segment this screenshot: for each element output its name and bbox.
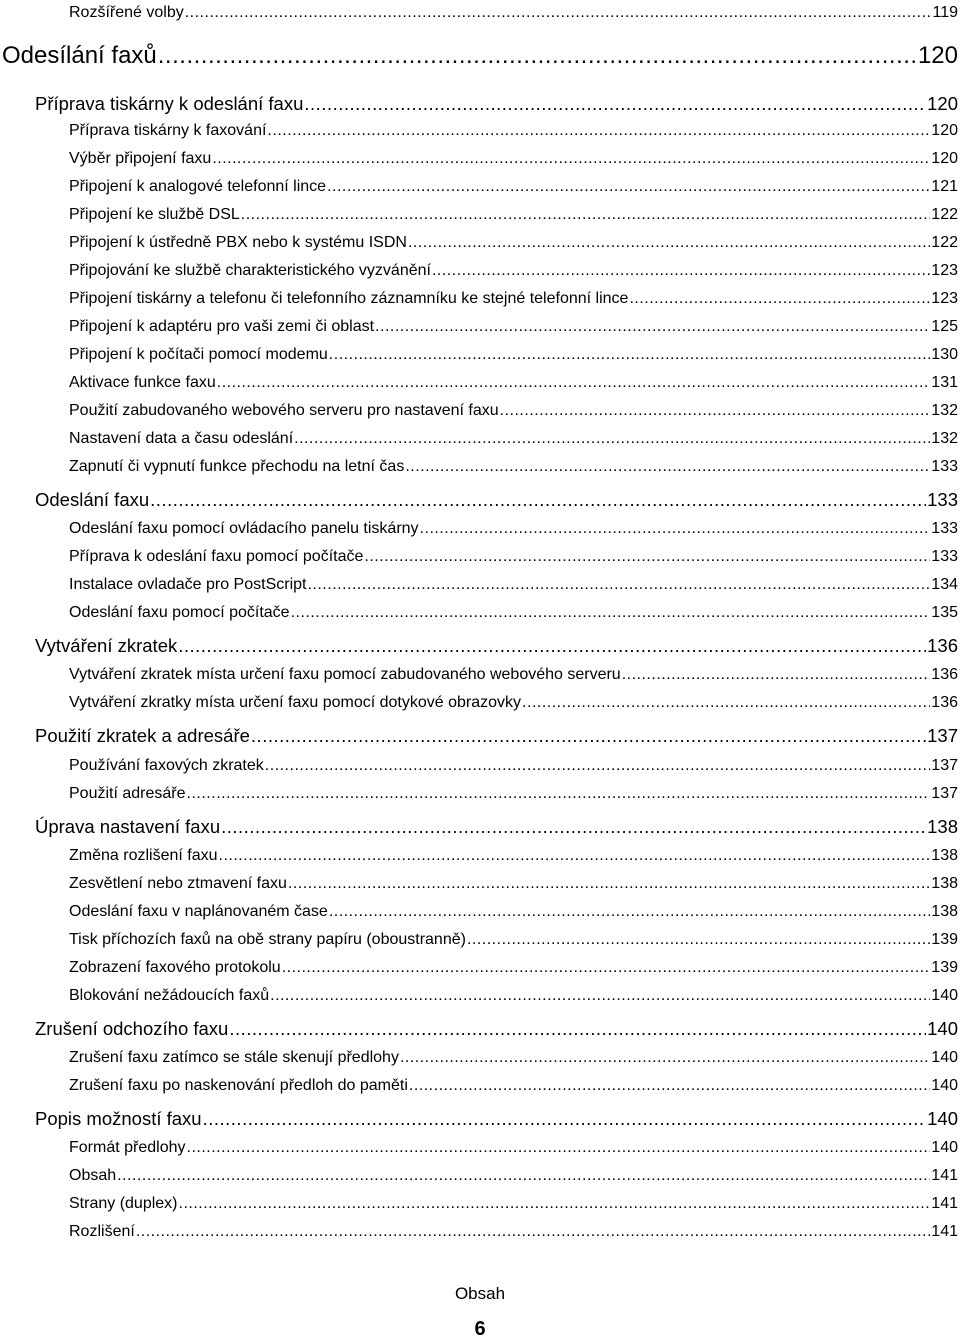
- toc-entry-page: 138: [931, 903, 958, 920]
- dot-leader: [221, 813, 926, 841]
- toc-entry[interactable]: [69, 0, 958, 26]
- toc-entry[interactable]: [69, 286, 958, 312]
- dot-leader: [329, 899, 930, 925]
- toc-entry[interactable]: [69, 516, 958, 542]
- toc-chapter[interactable]: [2, 38, 958, 74]
- dot-leader: [522, 690, 930, 716]
- toc-entry[interactable]: [69, 258, 958, 284]
- toc-entry-page: 120: [927, 93, 958, 114]
- toc-entry-title: Příprava k odeslání faxu pomocí počítače: [69, 548, 364, 565]
- dot-leader: [241, 202, 931, 228]
- toc-entry-page: 140: [931, 1077, 958, 1094]
- toc-section[interactable]: [35, 813, 958, 841]
- toc-entry-title: Úprava nastavení faxu: [35, 816, 221, 837]
- toc-entry-title: Aktivace funkce faxu: [69, 374, 216, 391]
- dot-leader: [270, 983, 930, 1009]
- toc-entry-page: 140: [927, 1018, 958, 1039]
- toc-entry-title: Zapnutí či vypnutí funkce přechodu na letní čas: [69, 458, 405, 475]
- toc-entry[interactable]: [69, 600, 958, 626]
- toc-entry[interactable]: [69, 1045, 958, 1071]
- toc-section[interactable]: [35, 486, 958, 514]
- dot-leader: [400, 1045, 930, 1071]
- toc-entry[interactable]: [69, 781, 958, 807]
- toc-entry-page: 137: [931, 757, 958, 774]
- toc-entry-title: Zrušení odchozího faxu: [35, 1018, 229, 1039]
- toc-section[interactable]: [35, 1015, 958, 1043]
- toc-entry-page: 135: [931, 604, 958, 621]
- toc-entry-page: 123: [931, 262, 958, 279]
- toc-section[interactable]: [35, 632, 958, 660]
- dot-leader: [364, 544, 930, 570]
- dot-leader: [265, 753, 931, 779]
- dot-leader: [185, 0, 932, 26]
- toc-entry-page: 132: [931, 402, 958, 419]
- dot-leader: [329, 342, 931, 368]
- toc-entry-title: Připojení tiskárny a telefonu či telefonního záznamníku ke stejné telefonní lince: [69, 290, 629, 307]
- toc-entry-title: Popis možností faxu: [35, 1108, 202, 1129]
- toc-entry-page: 120: [931, 150, 958, 167]
- dot-leader: [212, 146, 930, 172]
- toc-entry-page: 119: [932, 4, 958, 21]
- toc-entry-page: 133: [931, 548, 958, 565]
- toc-entry[interactable]: [69, 370, 958, 396]
- toc-entry-title: Použití zkratek a adresáře: [35, 725, 250, 746]
- toc-entry-title: Připojení k ústředně PBX nebo k systému ISDN: [69, 234, 407, 251]
- toc-entry-page: 140: [931, 1049, 958, 1066]
- toc-section[interactable]: [35, 90, 958, 118]
- toc-entry[interactable]: [69, 1219, 958, 1245]
- toc-entry[interactable]: [69, 1163, 958, 1189]
- toc-entry-page: 133: [931, 520, 958, 537]
- toc-entry-title: Odeslání faxu pomocí ovládacího panelu tiskárny: [69, 520, 419, 537]
- toc-entry-title: Příprava tiskárny k faxování: [69, 122, 267, 139]
- toc-entry-title: Rozšířené volby: [69, 4, 184, 21]
- toc-entry-title: Tisk příchozích faxů na obě strany papíru (oboustranně): [69, 931, 466, 948]
- toc-entry[interactable]: [69, 572, 958, 598]
- toc-entry-title: Vytváření zkratek: [35, 635, 178, 656]
- toc-entry-title: Zobrazení faxového protokolu: [69, 959, 281, 976]
- dot-leader: [217, 370, 931, 396]
- toc-entry[interactable]: [69, 398, 958, 424]
- toc-entry[interactable]: [69, 843, 958, 869]
- toc-entry-title: Rozlišení: [69, 1223, 135, 1240]
- toc-entry-page: 133: [931, 458, 958, 475]
- toc-entry-page: 122: [931, 206, 958, 223]
- toc-entry-page: 131: [931, 374, 958, 391]
- toc-entry-title: Připojení k adaptéru pro vaši zemi či oblast: [69, 318, 375, 335]
- toc-entry-page: 134: [931, 576, 958, 593]
- toc-entry-page: 136: [931, 694, 958, 711]
- toc-entry-title: Zrušení faxu zatímco se stále skenují předlohy: [69, 1049, 399, 1066]
- dot-leader: [288, 871, 930, 897]
- dot-leader: [251, 722, 926, 750]
- dot-leader: [408, 230, 930, 256]
- toc-entry-title: Příprava tiskárny k odeslání faxu: [35, 93, 304, 114]
- toc-entry-page: 137: [927, 725, 958, 746]
- toc-entry[interactable]: [69, 927, 958, 953]
- toc-entry[interactable]: [69, 174, 958, 200]
- dot-leader: [629, 286, 930, 312]
- toc-entry-title: Používání faxových zkratek: [69, 757, 264, 774]
- dot-leader: [467, 927, 930, 953]
- dot-leader: [150, 486, 926, 514]
- toc-entry-page: 130: [931, 346, 958, 363]
- dot-leader: [622, 662, 931, 688]
- dot-leader: [375, 314, 930, 340]
- toc-entry-title: Připojení ke službě DSL: [69, 206, 240, 223]
- toc-entry-page: 141: [931, 1223, 958, 1240]
- toc-entry-title: Odeslání faxu: [35, 489, 150, 510]
- dot-leader: [304, 90, 926, 118]
- toc-entry[interactable]: [69, 314, 958, 340]
- toc-entry[interactable]: [69, 342, 958, 368]
- toc-entry[interactable]: [69, 983, 958, 1009]
- toc-entry-page: 133: [927, 489, 958, 510]
- dot-leader: [179, 1191, 931, 1217]
- toc-entry-title: Instalace ovladače pro PostScript: [69, 576, 307, 593]
- toc-entry[interactable]: [69, 1191, 958, 1217]
- footer-label: Obsah: [454, 1284, 506, 1303]
- toc-entry-title: Zrušení faxu po naskenování předloh do paměti: [69, 1077, 408, 1094]
- toc-entry-page: 121: [931, 178, 958, 195]
- toc-entry-title: Obsah: [69, 1167, 117, 1184]
- toc-entry[interactable]: [69, 753, 958, 779]
- toc-entry[interactable]: [69, 1135, 958, 1161]
- toc-entry-page: 123: [931, 290, 958, 307]
- toc-entry-page: 139: [931, 931, 958, 948]
- toc-entry-page: 140: [931, 1139, 958, 1156]
- toc-entry-page: 125: [931, 318, 958, 335]
- toc-entry-page: 141: [931, 1167, 958, 1184]
- dot-leader: [117, 1163, 930, 1189]
- toc-entry-title: Nastavení data a času odeslání: [69, 430, 294, 447]
- toc-entry-page: 136: [931, 666, 958, 683]
- dot-leader: [158, 38, 917, 74]
- toc-entry-page: 138: [927, 816, 958, 837]
- toc-entry-title: Připojování ke službě charakteristického vyzvánění: [69, 262, 431, 279]
- toc-entry[interactable]: [69, 230, 958, 256]
- toc-entry-page: 138: [931, 847, 958, 864]
- dot-leader: [267, 118, 930, 144]
- dot-leader: [420, 516, 931, 542]
- toc-entry-title: Zesvětlení nebo ztmavení faxu: [69, 875, 287, 892]
- toc-entry[interactable]: [69, 955, 958, 981]
- dot-leader: [409, 1073, 930, 1099]
- toc-entry-title: Formát předlohy: [69, 1139, 186, 1156]
- dot-leader: [291, 600, 931, 626]
- dot-leader: [405, 454, 930, 480]
- dot-leader: [229, 1015, 926, 1043]
- toc-entry-title: Blokování nežádoucích faxů: [69, 987, 270, 1004]
- toc-entry-title: Odesílání faxů: [2, 42, 157, 69]
- toc-entry-page: 122: [931, 234, 958, 251]
- dot-leader: [327, 174, 930, 200]
- toc-entry-page: 139: [931, 959, 958, 976]
- dot-leader: [432, 258, 930, 284]
- toc-entry[interactable]: [69, 426, 958, 452]
- toc-entry-page: 120: [931, 122, 958, 139]
- toc-entry-title: Připojení k analogové telefonní lince: [69, 178, 327, 195]
- toc-section[interactable]: [35, 1105, 958, 1133]
- dot-leader: [219, 843, 931, 869]
- toc-entry-page: 120: [917, 42, 958, 69]
- toc-entry[interactable]: [69, 690, 958, 716]
- toc-entry-page: 136: [927, 635, 958, 656]
- toc-entry-title: Vytváření zkratky místa určení faxu pomocí dotykové obrazovky: [69, 694, 522, 711]
- toc-entry-title: Použití zabudovaného webového serveru pro nastavení faxu: [69, 402, 499, 419]
- toc-entry-page: 138: [931, 875, 958, 892]
- toc-entry-page: 132: [931, 430, 958, 447]
- toc-section[interactable]: [35, 722, 958, 750]
- toc-entry[interactable]: [69, 871, 958, 897]
- dot-leader: [294, 426, 930, 452]
- toc-entry-title: Změna rozlišení faxu: [69, 847, 218, 864]
- toc-entry[interactable]: [69, 1073, 958, 1099]
- toc-entry-title: Připojení k počítači pomocí modemu: [69, 346, 328, 363]
- toc-entry-page: 140: [927, 1108, 958, 1129]
- toc-entry-page: 137: [931, 785, 958, 802]
- dot-leader: [178, 632, 926, 660]
- dot-leader: [136, 1219, 930, 1245]
- toc-entry-title: Výběr připojení faxu: [69, 150, 212, 167]
- toc-entry[interactable]: [69, 146, 958, 172]
- toc-entry[interactable]: [69, 454, 958, 480]
- toc-entry[interactable]: [69, 899, 958, 925]
- toc-entry[interactable]: [69, 544, 958, 570]
- dot-leader: [187, 1135, 931, 1161]
- dot-leader: [500, 398, 931, 424]
- toc-entry-page: 141: [931, 1195, 958, 1212]
- dot-leader: [203, 1105, 927, 1133]
- toc-entry-title: Odeslání faxu v naplánovaném čase: [69, 903, 328, 920]
- toc-entry[interactable]: [69, 118, 958, 144]
- toc-entry-title: Odeslání faxu pomocí počítače: [69, 604, 290, 621]
- toc-entry-title: Strany (duplex): [69, 1195, 178, 1212]
- dot-leader: [187, 781, 931, 807]
- dot-leader: [282, 955, 931, 981]
- footer-page-number: 6: [474, 1318, 486, 1340]
- toc-entry-title: Použití adresáře: [69, 785, 186, 802]
- dot-leader: [307, 572, 930, 598]
- toc-entry-page: 140: [931, 987, 958, 1004]
- toc-entry-title: Vytváření zkratek místa určení faxu pomocí zabudovaného webového serveru: [69, 666, 621, 683]
- toc-entry[interactable]: [69, 662, 958, 688]
- toc-entry[interactable]: [69, 202, 958, 228]
